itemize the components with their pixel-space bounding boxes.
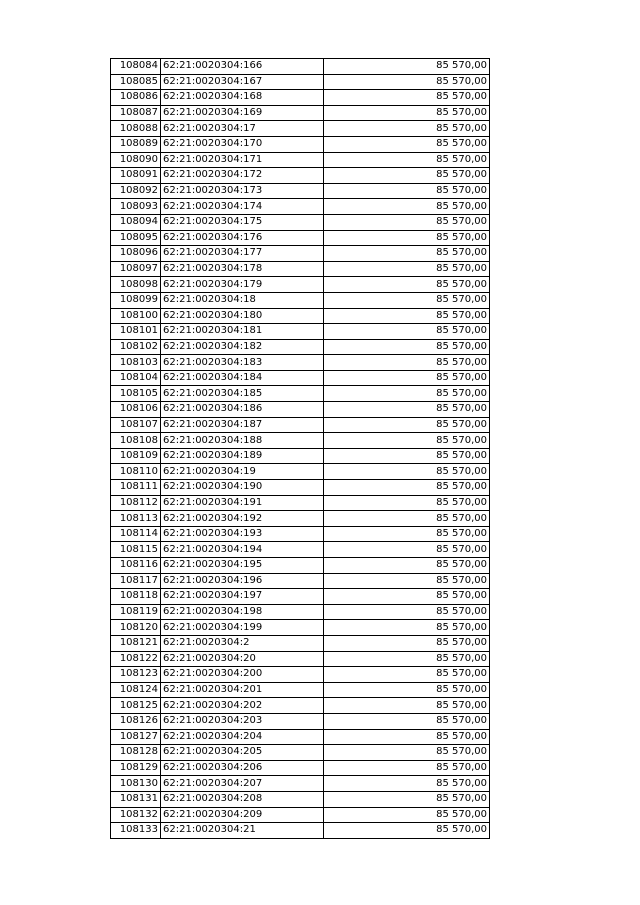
row-id-cell: 108131 [111,791,161,807]
row-id-cell: 108093 [111,199,161,215]
value-cell: 85 570,00 [324,589,490,605]
row-id-cell: 108122 [111,651,161,667]
table-row [111,713,490,729]
row-id-cell: 108128 [111,745,161,761]
row-id-cell: 108106 [111,402,161,418]
value-cell: 85 570,00 [324,136,490,152]
row-id-cell: 108097 [111,261,161,277]
row-id-cell: 108119 [111,604,161,620]
value-cell: 85 570,00 [324,776,490,792]
table-row [111,791,490,807]
value-cell: 85 570,00 [324,542,490,558]
cadastral-number-cell: 62:21:0020304:183 [161,355,324,371]
cadastral-number-cell: 62:21:0020304:185 [161,386,324,402]
table-row [111,277,490,293]
table-row [111,152,490,168]
value-cell: 85 570,00 [324,386,490,402]
row-id-cell: 108087 [111,105,161,121]
value-cell: 85 570,00 [324,152,490,168]
row-id-cell: 108114 [111,526,161,542]
value-cell: 85 570,00 [324,324,490,340]
cadastral-number-cell: 62:21:0020304:174 [161,199,324,215]
row-id-cell: 108130 [111,776,161,792]
row-id-cell: 108115 [111,542,161,558]
cadastral-number-cell: 62:21:0020304:189 [161,448,324,464]
table-row [111,558,490,574]
row-id-cell: 108088 [111,121,161,137]
value-cell: 85 570,00 [324,573,490,589]
value-cell: 85 570,00 [324,760,490,776]
value-cell: 85 570,00 [324,729,490,745]
cadastral-number-cell: 62:21:0020304:205 [161,745,324,761]
cadastral-number-cell: 62:21:0020304:196 [161,573,324,589]
table-row [111,635,490,651]
table-row [111,745,490,761]
value-cell: 85 570,00 [324,464,490,480]
cadastral-number-cell: 62:21:0020304:168 [161,90,324,106]
row-id-cell: 108132 [111,807,161,823]
cadastral-number-cell: 62:21:0020304:21 [161,823,324,839]
row-id-cell: 108117 [111,573,161,589]
cadastral-number-cell: 62:21:0020304:169 [161,105,324,121]
row-id-cell: 108109 [111,448,161,464]
value-cell: 85 570,00 [324,651,490,667]
row-id-cell: 108133 [111,823,161,839]
cadastral-number-cell: 62:21:0020304:187 [161,417,324,433]
table-row [111,776,490,792]
cadastral-number-cell: 62:21:0020304:171 [161,152,324,168]
cadastral-number-cell: 62:21:0020304:175 [161,214,324,230]
row-id-cell: 108104 [111,370,161,386]
value-cell: 85 570,00 [324,339,490,355]
value-cell: 85 570,00 [324,713,490,729]
row-id-cell: 108107 [111,417,161,433]
row-id-cell: 108086 [111,90,161,106]
table-row [111,433,490,449]
cadastral-number-cell: 62:21:0020304:204 [161,729,324,745]
table-row [111,526,490,542]
row-id-cell: 108127 [111,729,161,745]
value-cell: 85 570,00 [324,261,490,277]
cadastral-number-cell: 62:21:0020304:199 [161,620,324,636]
cadastral-number-cell: 62:21:0020304:170 [161,136,324,152]
cadastral-number-cell: 62:21:0020304:202 [161,698,324,714]
cadastral-number-cell: 62:21:0020304:193 [161,526,324,542]
row-id-cell: 108129 [111,760,161,776]
value-cell: 85 570,00 [324,807,490,823]
value-cell: 85 570,00 [324,791,490,807]
value-cell: 85 570,00 [324,433,490,449]
row-id-cell: 108096 [111,246,161,262]
row-id-cell: 108100 [111,308,161,324]
value-cell: 85 570,00 [324,511,490,527]
cadastral-number-cell: 62:21:0020304:195 [161,558,324,574]
row-id-cell: 108118 [111,589,161,605]
value-cell: 85 570,00 [324,74,490,90]
row-id-cell: 108098 [111,277,161,293]
cadastral-number-cell: 62:21:0020304:190 [161,480,324,496]
row-id-cell: 108124 [111,682,161,698]
cadastral-number-cell: 62:21:0020304:209 [161,807,324,823]
table-row [111,90,490,106]
row-id-cell: 108108 [111,433,161,449]
table-row [111,682,490,698]
value-cell: 85 570,00 [324,526,490,542]
cadastral-number-cell: 62:21:0020304:182 [161,339,324,355]
row-id-cell: 108092 [111,183,161,199]
row-id-cell: 108105 [111,386,161,402]
table-row [111,604,490,620]
value-cell: 85 570,00 [324,105,490,121]
cadastral-number-cell: 62:21:0020304:18 [161,292,324,308]
value-cell: 85 570,00 [324,230,490,246]
cadastral-number-cell: 62:21:0020304:200 [161,667,324,683]
table-row [111,402,490,418]
row-id-cell: 108110 [111,464,161,480]
cadastral-number-cell: 62:21:0020304:2 [161,635,324,651]
cadastral-number-cell: 62:21:0020304:178 [161,261,324,277]
table-row [111,589,490,605]
value-cell: 85 570,00 [324,558,490,574]
table-row [111,573,490,589]
table-row [111,667,490,683]
row-id-cell: 108111 [111,480,161,496]
table-row [111,760,490,776]
row-id-cell: 108101 [111,324,161,340]
value-cell: 85 570,00 [324,745,490,761]
value-cell: 85 570,00 [324,635,490,651]
row-id-cell: 108090 [111,152,161,168]
row-id-cell: 108094 [111,214,161,230]
table-row [111,651,490,667]
table-row [111,230,490,246]
cadastral-number-cell: 62:21:0020304:207 [161,776,324,792]
row-id-cell: 108125 [111,698,161,714]
row-id-cell: 108099 [111,292,161,308]
cadastral-number-cell: 62:21:0020304:184 [161,370,324,386]
value-cell: 85 570,00 [324,168,490,184]
cadastral-number-cell: 62:21:0020304:179 [161,277,324,293]
cadastral-number-cell: 62:21:0020304:166 [161,59,324,75]
cadastral-number-cell: 62:21:0020304:198 [161,604,324,620]
table-row [111,480,490,496]
row-id-cell: 108121 [111,635,161,651]
table-row [111,59,490,75]
cadastral-number-cell: 62:21:0020304:173 [161,183,324,199]
value-cell: 85 570,00 [324,121,490,137]
row-id-cell: 108116 [111,558,161,574]
table-row [111,308,490,324]
table-row [111,121,490,137]
table-row [111,448,490,464]
cadastral-number-cell: 62:21:0020304:180 [161,308,324,324]
row-id-cell: 108113 [111,511,161,527]
cadastral-number-cell: 62:21:0020304:203 [161,713,324,729]
table-row [111,729,490,745]
value-cell: 85 570,00 [324,183,490,199]
cadastral-number-cell: 62:21:0020304:201 [161,682,324,698]
cadastral-number-cell: 62:21:0020304:192 [161,511,324,527]
table-row [111,698,490,714]
row-id-cell: 108085 [111,74,161,90]
cadastral-number-cell: 62:21:0020304:19 [161,464,324,480]
value-cell: 85 570,00 [324,292,490,308]
table-row [111,823,490,839]
table-row [111,355,490,371]
value-cell: 85 570,00 [324,402,490,418]
table-row [111,324,490,340]
table-row [111,136,490,152]
row-id-cell: 108091 [111,168,161,184]
value-cell: 85 570,00 [324,246,490,262]
cadastral-number-cell: 62:21:0020304:186 [161,402,324,418]
cadastral-number-cell: 62:21:0020304:172 [161,168,324,184]
cadastral-number-cell: 62:21:0020304:188 [161,433,324,449]
table-row [111,214,490,230]
table-row [111,495,490,511]
table-row [111,74,490,90]
value-cell: 85 570,00 [324,370,490,386]
cadastral-number-cell: 62:21:0020304:197 [161,589,324,605]
value-cell: 85 570,00 [324,90,490,106]
row-id-cell: 108095 [111,230,161,246]
cadastral-number-cell: 62:21:0020304:181 [161,324,324,340]
cadastral-number-cell: 62:21:0020304:167 [161,74,324,90]
cadastral-number-cell: 62:21:0020304:206 [161,760,324,776]
row-id-cell: 108120 [111,620,161,636]
cadastral-number-cell: 62:21:0020304:194 [161,542,324,558]
row-id-cell: 108126 [111,713,161,729]
cadastral-number-cell: 62:21:0020304:191 [161,495,324,511]
table-row [111,168,490,184]
row-id-cell: 108089 [111,136,161,152]
table-row [111,620,490,636]
value-cell: 85 570,00 [324,495,490,511]
table-row [111,292,490,308]
value-cell: 85 570,00 [324,698,490,714]
table-row [111,183,490,199]
table-row [111,386,490,402]
value-cell: 85 570,00 [324,214,490,230]
value-cell: 85 570,00 [324,59,490,75]
cadastral-number-cell: 62:21:0020304:177 [161,246,324,262]
table-row [111,511,490,527]
cadastral-number-cell: 62:21:0020304:20 [161,651,324,667]
value-cell: 85 570,00 [324,417,490,433]
row-id-cell: 108103 [111,355,161,371]
value-cell: 85 570,00 [324,355,490,371]
row-id-cell: 108084 [111,59,161,75]
table-row [111,417,490,433]
table-row [111,464,490,480]
row-id-cell: 108102 [111,339,161,355]
cadastral-number-cell: 62:21:0020304:208 [161,791,324,807]
cadastral-number-cell: 62:21:0020304:176 [161,230,324,246]
data-table [110,58,490,839]
value-cell: 85 570,00 [324,308,490,324]
value-cell: 85 570,00 [324,682,490,698]
table-row [111,542,490,558]
row-id-cell: 108123 [111,667,161,683]
table-row [111,370,490,386]
table-row [111,261,490,277]
table-row [111,807,490,823]
value-cell: 85 570,00 [324,667,490,683]
value-cell: 85 570,00 [324,448,490,464]
table-row [111,339,490,355]
value-cell: 85 570,00 [324,480,490,496]
value-cell: 85 570,00 [324,823,490,839]
cadastral-number-cell: 62:21:0020304:17 [161,121,324,137]
value-cell: 85 570,00 [324,620,490,636]
table-row [111,105,490,121]
value-cell: 85 570,00 [324,277,490,293]
table-body [111,59,490,839]
table-row [111,246,490,262]
value-cell: 85 570,00 [324,199,490,215]
value-cell: 85 570,00 [324,604,490,620]
row-id-cell: 108112 [111,495,161,511]
table-row [111,199,490,215]
